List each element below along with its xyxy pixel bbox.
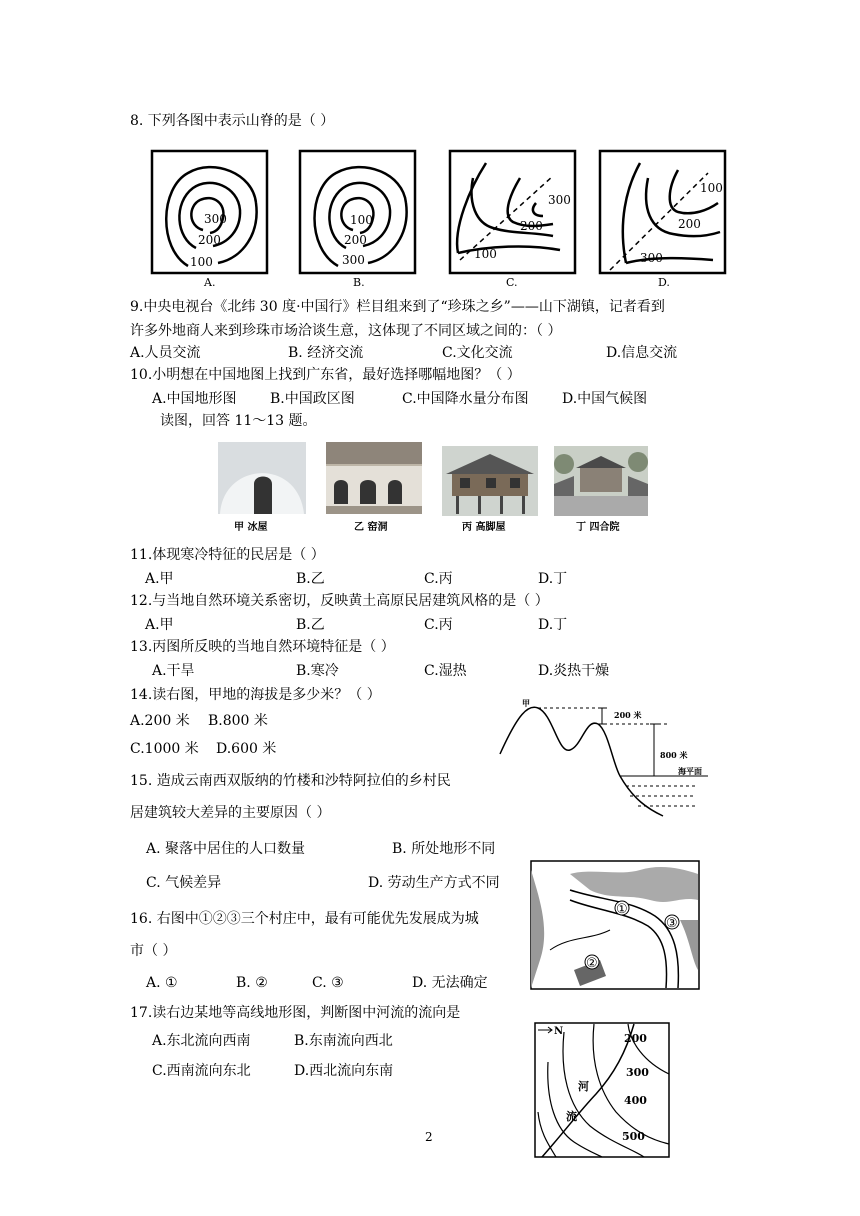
page-number: 2 <box>425 1130 433 1144</box>
igloo-photo <box>218 442 306 514</box>
q8-label-a: A. <box>204 276 216 289</box>
q17-option-d: D.西北流向东南 <box>294 1063 394 1079</box>
q8-label-d: D. <box>658 276 670 289</box>
q11-option-c: C.丙 <box>424 571 453 587</box>
q14-peak-label: 甲 <box>522 698 530 708</box>
q12-option-a: A.甲 <box>145 617 174 633</box>
q12-stem: 12.与当地自然环境关系密切，反映黄土高原民居建筑风格的是（ ） <box>130 593 549 609</box>
q9-option-c: C.文化交流 <box>442 345 513 361</box>
q10-option-d: D.中国气候图 <box>562 391 648 407</box>
q11-option-b: B.乙 <box>296 571 325 587</box>
intro-11-13: 读图，回答 11～13 题。 <box>160 413 317 429</box>
q8-c-c2: 200 <box>520 219 543 233</box>
caption-courtyard: 丁 四合院 <box>576 522 620 533</box>
q16-map-figure <box>530 860 700 990</box>
q9-option-b: B. 经济交流 <box>288 345 364 361</box>
q9-stem-2: 许多外地商人来到珍珠市场洽谈生意，这体现了不同区域之间的：（ ） <box>130 323 562 339</box>
q13-option-a: A.干旱 <box>152 663 195 679</box>
q12-option-b: B.乙 <box>296 617 325 633</box>
q10-option-b: B.中国政区图 <box>270 391 355 407</box>
q14-sea-label: 海平面 <box>678 766 702 776</box>
q16-stem-2: 市（ ） <box>130 943 177 959</box>
q16-option-c: C. ③ <box>312 975 344 991</box>
q12-option-c: C.丙 <box>424 617 453 633</box>
q8-c-frame <box>450 151 575 273</box>
q17-contour-400: 400 <box>624 1094 647 1107</box>
stilt-house-photo <box>442 446 538 516</box>
caption-igloo: 甲 冰屋 <box>234 522 268 533</box>
q14-option-c: C.1000 米 <box>130 741 199 757</box>
q14-option-d: D.600 米 <box>216 741 277 757</box>
q8-a-c2: 200 <box>198 233 221 247</box>
q14-d1-label: 200 米 <box>614 710 642 720</box>
q13-option-d: D.炎热干燥 <box>538 663 610 679</box>
q8-d-c2: 200 <box>678 217 701 231</box>
q13-option-b: B.寒冷 <box>296 663 339 679</box>
q17-contour-map <box>534 1022 670 1158</box>
q15-option-d: D. 劳动生产方式不同 <box>368 875 500 891</box>
q17-stem: 17.读右边某地等高线地形图，判断图中河流的流向是 <box>130 1005 461 1021</box>
q8-a-c3: 100 <box>190 255 213 269</box>
q15-option-c: C. 气候差异 <box>146 875 222 891</box>
q17-contour-500: 500 <box>622 1130 645 1143</box>
q16-option-d: D. 无法确定 <box>412 975 488 991</box>
q12-option-d: D.丁 <box>538 617 568 633</box>
q10-option-a: A.中国地形图 <box>152 391 237 407</box>
q17-option-a: A.东北流向西南 <box>152 1033 251 1049</box>
q8-d-c1: 100 <box>700 181 723 195</box>
q15-option-a: A. 聚落中居住的人口数量 <box>146 841 306 857</box>
q17-contour-200: 200 <box>624 1032 647 1045</box>
q14-stem: 14.读右图，甲地的海拔是多少米？（ ） <box>130 687 381 703</box>
q9-option-a: A.人员交流 <box>130 345 201 361</box>
q8-b-c3: 300 <box>342 253 365 267</box>
q17-option-b: B.东南流向西北 <box>294 1033 393 1049</box>
q8-contour-figures <box>148 148 748 290</box>
q17-option-c: C.西南流向东北 <box>152 1063 251 1079</box>
caption-cave: 乙 窑洞 <box>354 522 388 533</box>
q8-b-c1: 100 <box>350 213 373 227</box>
q17-north-arrow-label: N <box>554 1026 564 1037</box>
courtyard-house-photo <box>554 446 648 516</box>
q11-option-a: A.甲 <box>145 571 174 587</box>
q11-stem: 11.体现寒冷特征的民居是（ ） <box>130 547 325 563</box>
q8-b-c2: 200 <box>344 233 367 247</box>
q9-stem-1: 9.中央电视台《北纬 30 度·中国行》栏目组来到了“珍珠之乡”——山下湖镇，记者看到 <box>130 299 665 315</box>
cave-dwelling-photo <box>326 442 422 514</box>
q16-option-b: B. ② <box>236 975 268 991</box>
q13-option-c: C.湿热 <box>424 663 467 679</box>
q16-option-a: A. ① <box>146 975 178 991</box>
q11-option-d: D.丁 <box>538 571 568 587</box>
q8-label-b: B. <box>353 276 365 289</box>
q10-option-c: C.中国降水量分布图 <box>402 391 529 407</box>
q16-village-1: ① <box>616 902 628 917</box>
q14-option-a: A.200 米 <box>130 713 190 729</box>
q9-option-d: D.信息交流 <box>606 345 678 361</box>
q15-stem-1: 15. 造成云南西双版纳的竹楼和沙特阿拉伯的乡村民 <box>130 773 451 789</box>
q10-stem: 10.小明想在中国地图上找到广东省，最好选择哪幅地图？（ ） <box>130 367 521 383</box>
q16-stem-1: 16. 右图中①②③三个村庄中，最有可能优先发展成为城 <box>130 911 479 927</box>
caption-stilt: 丙 高脚屋 <box>462 522 506 533</box>
q8-label-c: C. <box>506 276 518 289</box>
q8-c-c3: 100 <box>474 247 497 261</box>
q14-elevation-figure <box>498 694 714 824</box>
q17-contour-300: 300 <box>626 1066 649 1079</box>
q8-a-c1: 300 <box>204 212 227 226</box>
q16-village-2: ② <box>586 956 598 971</box>
q8-c-c1: 300 <box>548 193 571 207</box>
q17-river-char-2: 流 <box>566 1110 577 1123</box>
q16-village-3: ③ <box>666 916 678 931</box>
q17-river-char-1: 河 <box>578 1080 589 1093</box>
q14-option-b: B.800 米 <box>208 713 268 729</box>
q15-option-b: B. 所处地形不同 <box>392 841 496 857</box>
q8-d-c3: 300 <box>640 251 663 265</box>
q13-stem: 13.丙图所反映的当地自然环境特征是（ ） <box>130 639 395 655</box>
q15-stem-2: 居建筑较大差异的主要原因（ ） <box>130 805 331 821</box>
q8-stem: 8. 下列各图中表示山脊的是（ ） <box>130 113 335 129</box>
q14-d2-label: 800 米 <box>660 750 688 760</box>
